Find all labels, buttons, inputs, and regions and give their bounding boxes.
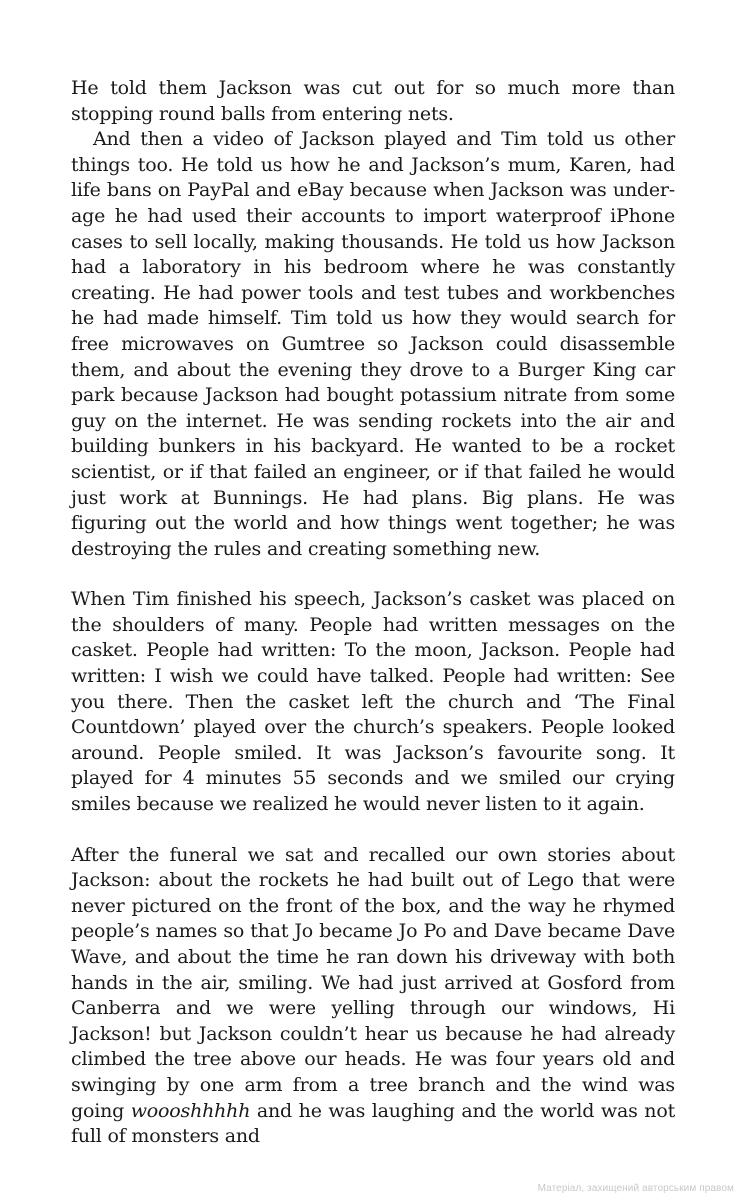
paragraph-4-text-before: After the funeral we sat and recalled our own stories about Jackson: about the rockets he had built out of Lego that were never pictured on the front of the box, and the way he rhymed people’s names so that Jo became Jo Po and Dave became Dave Wave, and about the time he ran down his driveway with both hands in the air, smiling. We had just arrived at Gosford from Canberra and we were yelling through our windows, Hi Jackson! but Jackson couldn’t hear us because he had already climbed the tree above our heads. He was four years old and swinging by one arm from a tree branch and the wind was going [71, 843, 675, 1122]
paragraph-4-text-after: and he was laughing and the world was not full of monsters and [71, 1099, 676, 1148]
book-page [71, 76, 675, 1150]
paragraph-3: When Tim finished his speech, Jackson’s casket was placed on the shoulders of many. People had written messages on the casket. People had written: To the moon, Jackson. People had written: I wish we could have talked. People had written: See you there. Then the casket left the church and ‘The Final Countdown’ played over the church’s speakers. People looked around. People smiled. It was Jackson’s favourite song. It played for 4 minutes 55 seconds and we smiled our crying smiles because we realized he would never listen to it again. [71, 588, 675, 816]
copyright-watermark: Матеріал, захищений авторським правом [537, 1183, 734, 1194]
paragraph-1: He told them Jackson was cut out for so much more than stopping round balls from entering nets. [71, 77, 675, 125]
paragraph-4-emphasis: woooshhhhh [130, 1099, 251, 1122]
paragraph-4 [71, 843, 675, 1150]
paragraph-2: And then a video of Jackson played and Tim told us other things too. He told us how he and Jackson’s mum, Karen, had life bans on PayPal and eBay because when Jackson was under-age he had used their accounts to import waterproof iPhone cases to sell locally, making thousands. He told us how Jackson had a laboratory in his bedroom where he was constantly creating. He had power tools and test tubes and workbenches he had made himself. Tim told us how they would search for free microwaves on Gumtree so Jackson could disassemble them, and about the evening they drove to a Burger King car park because Jackson had bought potassium nitrate from some guy on the internet. He was sending rockets into the air and building bunkers in his backyard. He wanted to be a rocket scientist, or if that failed an engineer, or if that failed he would just work at Bunnings. He had plans. Big plans. He was figuring out the world and how things went together; he was destroying the rules and creating something new. [71, 128, 675, 560]
